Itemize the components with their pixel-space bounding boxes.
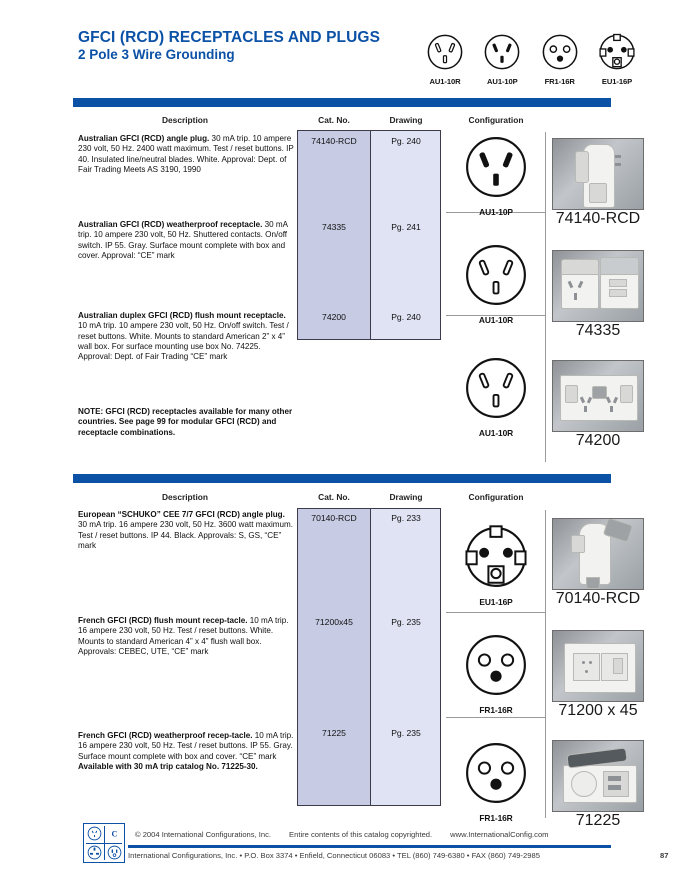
product-specs: 10 mA trip. 16 ampere 230 volt, 50 Hz. Test / reset buttons. IP 55. Gray. Surface mount complete with box and cover. “CE” mark	[78, 731, 294, 761]
photo-caption: 74200	[575, 432, 621, 449]
config-label: AU1-10R	[478, 428, 514, 438]
product-image	[552, 250, 644, 322]
product-description	[78, 311, 294, 363]
config-label: EU1-16P	[479, 597, 513, 607]
product-specs: 30 mA trip. 10 ampere 230 volt, 50 Hz. 2400 watt maximum. Test / reset buttons. IP 40. Insulated line/neutral blades. White. Approval: Dept. of Fair Trading Meets AS 3190, 1990	[78, 134, 294, 175]
cat-no-value: 74200	[322, 312, 346, 322]
column-header-configuration: Configuration	[468, 492, 524, 502]
section-divider-bar-top	[73, 98, 611, 107]
config-label: FR1-16R	[479, 813, 513, 823]
cat-no-value: 71200x45	[315, 617, 353, 627]
config-row-divider	[446, 612, 546, 613]
cat-no-panel-section-1	[297, 130, 371, 340]
column-header-cat-no: Cat. No.	[318, 115, 350, 125]
product-description	[78, 220, 294, 261]
fr-receptacle-icon	[463, 740, 529, 806]
column-header-description: Description	[161, 492, 209, 502]
header-icon-label: AU1-10P	[487, 77, 518, 86]
product-image	[552, 630, 644, 702]
config-label: AU1-10R	[478, 315, 514, 325]
eu-schuko-plug-icon	[598, 33, 636, 71]
product-description	[78, 731, 294, 772]
product-name: Australian duplex GFCI (RCD) flush mount receptacle.	[78, 311, 286, 320]
config-column-divider	[545, 132, 546, 462]
drawing-value: Pg. 233	[391, 513, 421, 523]
au-receptacle-icon	[426, 33, 464, 71]
fr-receptacle-icon	[463, 632, 529, 698]
product-description	[78, 510, 294, 551]
product-photo-71200x45	[552, 630, 644, 720]
svg-text:C: C	[111, 829, 117, 839]
header-icon-au1-10p	[477, 33, 527, 86]
product-specs: 30 mA trip. 16 ampere 230 volt, 50 Hz. 3600 watt maximum. Test / reset buttons. IP 44. Black. Approvals: S, GS, “CE” mark	[78, 520, 294, 551]
photo-caption: 74140-RCD	[555, 210, 641, 227]
config-fr1-16r	[448, 740, 544, 823]
drawing-value: Pg. 235	[391, 617, 421, 627]
header-icon-label: EU1-16P	[601, 77, 633, 86]
product-image	[552, 138, 644, 210]
logo-cell-4	[104, 843, 124, 862]
product-photo-74140-rcd	[552, 138, 644, 228]
footer-copyright: © 2004 International Configurations, Inc.	[135, 830, 272, 839]
column-header-configuration: Configuration	[468, 115, 524, 125]
uk-plug-logo-icon	[87, 845, 102, 860]
header-configuration-icons	[420, 33, 642, 86]
product-specs: 10 mA trip. 16 ampere 230 volt, 50 Hz. Test / reset buttons. White. Mounts to standard American 4” x 4” flush wall box. Approvals: CEBEC, UTE, “CE” mark	[78, 616, 289, 657]
header-icon-fr1-16r	[535, 33, 585, 86]
section-note: NOTE: GFCI (RCD) receptacles available for many other countries. See page 99 for modular GFCI (RCD) and receptacle combinations.	[78, 407, 293, 437]
drawing-panel-section-2	[371, 508, 441, 806]
page-title	[78, 29, 380, 63]
photo-caption: 70140-RCD	[555, 590, 641, 607]
config-column-divider	[545, 510, 546, 818]
product-name: Australian GFCI (RCD) angle plug.	[78, 134, 210, 143]
header-icon-au1-10r	[420, 33, 470, 86]
product-specs: 30 mA trip. 10 ampere 230 volt, 50 Hz. Shuttered contacts. On/off switch. IP 55. Gray. Surface mount complete with box and cover. Approval: “CE” mark	[78, 220, 288, 261]
product-description	[78, 616, 294, 657]
column-header-description: Description	[161, 115, 209, 125]
au-receptacle-icon	[463, 355, 529, 421]
drawing-value: Pg. 240	[391, 312, 421, 322]
header-icon-label: FR1-16R	[544, 77, 575, 86]
eu-schuko-plug-icon	[463, 524, 529, 590]
product-photo-74200	[552, 360, 644, 450]
header-icon-label: AU1-10R	[429, 77, 461, 86]
cat-no-value: 74335	[322, 222, 346, 232]
cat-no-panel-section-2	[297, 508, 371, 806]
photo-caption: 71225	[575, 812, 621, 829]
footer-copyright-line	[135, 830, 567, 839]
page-title-main: GFCI (RCD) RECEPTACLES AND PLUGS	[78, 29, 381, 46]
section-divider-bar-bottom	[73, 474, 611, 483]
product-image	[552, 518, 644, 590]
drawing-value: Pg. 240	[391, 136, 421, 146]
cat-no-value: 74140-RCD	[311, 136, 357, 146]
page-title-sub: 2 Pole 3 Wire Grounding	[78, 47, 235, 62]
config-au1-10r	[448, 355, 544, 438]
product-note: Available with 30 mA trip catalog No. 71225-30.	[78, 762, 258, 772]
cat-no-value: 70140-RCD	[311, 513, 357, 523]
cat-no-value: 71225	[322, 728, 346, 738]
au-receptacle-icon	[463, 242, 529, 308]
drawing-value: Pg. 241	[391, 222, 421, 232]
footer-address: International Configurations, Inc. • P.O. Box 3374 • Enfield, Connecticut 06083 • TEL (860) 749-6380 • FAX (860) 749-2985	[128, 851, 540, 860]
drawing-value: Pg. 235	[391, 728, 421, 738]
ic-monogram-icon	[107, 826, 122, 841]
au-plug-icon	[483, 33, 521, 71]
product-photo-71225	[552, 740, 644, 830]
product-image	[552, 740, 644, 812]
config-label: AU1-10P	[479, 207, 513, 217]
column-header-drawing: Drawing	[389, 115, 423, 125]
fr-receptacle-icon	[541, 33, 579, 71]
product-image	[552, 360, 644, 432]
config-eu1-16p	[448, 524, 544, 607]
header-icon-eu1-16p	[592, 33, 642, 86]
product-photo-74335	[552, 250, 644, 340]
page-number: 87	[660, 851, 669, 860]
logo-cell-1	[84, 824, 104, 843]
config-row-divider	[446, 717, 546, 718]
product-name: Australian GFCI (RCD) weatherproof receptacle.	[78, 220, 263, 229]
us-receptacle-logo-icon	[107, 845, 122, 860]
product-photo-70140-rcd	[552, 518, 644, 608]
column-header-drawing: Drawing	[389, 492, 423, 502]
au-plug-logo-icon	[87, 826, 102, 841]
product-name: European “SCHUKO” CEE 7/7 GFCI (RCD) angle plug.	[78, 510, 285, 519]
photo-caption: 74335	[575, 322, 621, 339]
product-name: French GFCI (RCD) weatherproof recep-tacle.	[78, 731, 253, 740]
config-au1-10p	[448, 134, 544, 217]
footer-divider-bar	[128, 845, 611, 848]
international-configurations-logo	[83, 823, 125, 863]
config-fr1-16r	[448, 632, 544, 715]
product-name: French GFCI (RCD) flush mount recep-tacle.	[78, 616, 248, 625]
column-header-cat-no: Cat. No.	[318, 492, 350, 502]
drawing-panel-section-1	[371, 130, 441, 340]
logo-cell-2	[104, 824, 124, 843]
product-description	[78, 134, 294, 175]
config-label: FR1-16R	[479, 705, 513, 715]
config-au1-10r	[448, 242, 544, 325]
au-plug-icon	[463, 134, 529, 200]
footer-rights: Entire contents of this catalog copyrighted.	[289, 830, 433, 839]
photo-caption: 71200 x 45	[558, 702, 638, 719]
product-specs: 10 mA trip. 10 ampere 230 volt, 50 Hz. On/off switch. Test / reset buttons. White. Mounts to standard American 2” x 4” wall box. For surface mounting use box No. 74225. Approval: Dept. of Fair Trading “CE” mark	[78, 321, 289, 362]
footer-website[interactable]: www.InternationalConfig.com	[450, 830, 549, 839]
logo-cell-3	[84, 843, 104, 862]
